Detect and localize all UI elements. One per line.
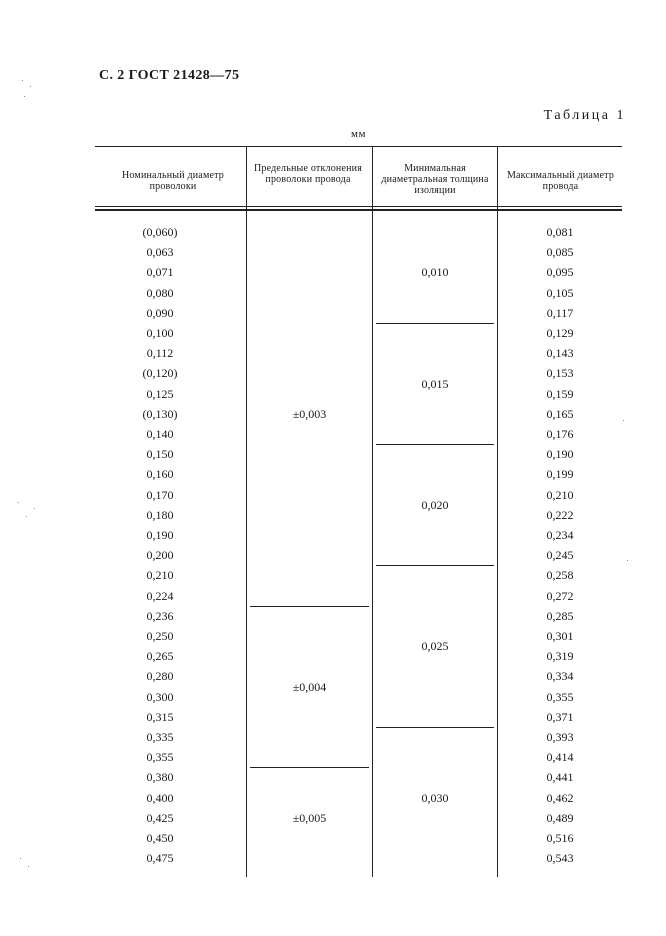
max-diameter-cell: 0,334 <box>546 669 574 684</box>
max-diameter-cell: 0,543 <box>546 851 574 866</box>
nominal-diameter-cell: 0,090 <box>146 305 174 320</box>
max-diameter-cell: 0,095 <box>546 265 574 280</box>
max-diameter-cell: 0,143 <box>546 346 574 361</box>
scan-speck <box>623 420 624 421</box>
max-diameter-cell: 0,258 <box>546 568 574 583</box>
max-diameter-cell: 0,165 <box>546 406 574 421</box>
nominal-diameter-cell: 0,063 <box>146 245 174 260</box>
max-diameter-cell: 0,159 <box>546 386 574 401</box>
nominal-diameter-cell: 0,450 <box>146 831 174 845</box>
nominal-diameter-cell: 0,224 <box>146 588 174 603</box>
nominal-diameter-cell: 0,315 <box>146 709 174 724</box>
max-diameter-cell: 0,393 <box>546 730 574 744</box>
nominal-diameter-cell: (0,130) <box>142 406 178 421</box>
scan-speck <box>22 80 23 81</box>
scan-speck <box>20 858 21 859</box>
tolerance-group-rule <box>250 606 369 607</box>
max-diameter-cell: 0,210 <box>546 487 574 502</box>
nominal-diameter-cell: 0,080 <box>146 285 174 300</box>
insulation-group-rule <box>376 444 494 445</box>
scan-speck <box>30 86 31 87</box>
nominal-diameter-cell: 0,425 <box>146 810 174 825</box>
max-diameter-cell: 0,222 <box>546 507 574 522</box>
insulation-cell: 0,025 <box>421 639 449 654</box>
page-header: С. 2 ГОСТ 21428—75 <box>99 68 240 83</box>
max-diameter-cell: 0,285 <box>546 608 574 623</box>
nominal-diameter-cell: 0,200 <box>146 548 174 563</box>
insulation-group-rule <box>376 727 494 728</box>
max-diameter-cell: 0,190 <box>546 447 574 462</box>
column-header-max-diameter: Максимальный диаметр провода <box>506 170 615 192</box>
nominal-diameter-cell: 0,400 <box>146 790 174 805</box>
max-diameter-cell: 0,272 <box>546 588 574 603</box>
scan-speck <box>18 502 19 503</box>
insulation-cell: 0,030 <box>421 790 449 805</box>
nominal-diameter-cell: 0,250 <box>146 629 174 643</box>
nominal-diameter-cell: 0,190 <box>146 528 174 542</box>
nominal-diameter-cell: (0,120) <box>142 366 178 381</box>
nominal-diameter-cell: 0,180 <box>146 507 174 522</box>
units-label: мм <box>351 128 366 140</box>
nominal-diameter-cell: 0,335 <box>146 730 174 744</box>
insulation-cell: 0,020 <box>421 497 449 512</box>
max-diameter-cell: 0,081 <box>546 225 574 239</box>
nominal-diameter-cell: 0,280 <box>146 669 174 684</box>
max-diameter-cell: 0,234 <box>546 528 574 542</box>
insulation-cell: 0,015 <box>421 376 449 391</box>
nominal-diameter-cell: 0,300 <box>146 689 174 704</box>
nominal-diameter-cell: 0,112 <box>146 346 174 361</box>
header-bottom-rule <box>95 206 622 207</box>
max-diameter-cell: 0,085 <box>546 245 574 260</box>
scan-speck <box>24 96 25 97</box>
tolerance-group-rule <box>250 767 369 768</box>
column-divider-1 <box>246 147 247 877</box>
nominal-diameter-cell: 0,475 <box>146 851 174 866</box>
max-diameter-cell: 0,199 <box>546 467 574 482</box>
nominal-diameter-cell: 0,100 <box>146 326 174 340</box>
max-diameter-cell: 0,355 <box>546 689 574 704</box>
max-diameter-cell: 0,245 <box>546 548 574 563</box>
nominal-diameter-cell: 0,236 <box>146 608 174 623</box>
max-diameter-cell: 0,441 <box>546 770 574 785</box>
insulation-group-rule <box>376 323 494 324</box>
nominal-diameter-cell: 0,150 <box>146 447 174 462</box>
tolerance-cell: ±0,004 <box>292 679 327 694</box>
nominal-diameter-cell: 0,160 <box>146 467 174 482</box>
scan-speck <box>26 516 27 517</box>
nominal-diameter-cell: 0,265 <box>146 649 174 664</box>
table-top-rule <box>95 146 622 147</box>
max-diameter-cell: 0,319 <box>546 649 574 664</box>
header-bottom-rule-double <box>95 209 622 211</box>
nominal-diameter-cell: 0,170 <box>146 487 174 502</box>
max-diameter-cell: 0,462 <box>546 790 574 805</box>
insulation-cell: 0,010 <box>421 265 449 280</box>
nominal-diameter-cell: 0,355 <box>146 750 174 765</box>
nominal-diameter-cell: 0,140 <box>146 427 174 441</box>
scan-speck <box>34 508 35 509</box>
max-diameter-cell: 0,129 <box>546 326 574 340</box>
max-diameter-cell: 0,414 <box>546 750 574 765</box>
tolerance-cell: ±0,005 <box>292 810 327 825</box>
column-header-nominal-diameter: Номинальный диаметр проволоки <box>122 170 224 192</box>
column-header-tolerance: Предельные отклонения проволоки провода <box>254 163 362 185</box>
max-diameter-cell: 0,105 <box>546 285 574 300</box>
max-diameter-cell: 0,489 <box>546 810 574 825</box>
column-header-min-insulation: Минимальная диаметральная толщина изоляции <box>381 163 489 196</box>
nominal-diameter-cell: (0,060) <box>142 225 178 239</box>
scan-speck <box>627 560 628 561</box>
max-diameter-cell: 0,371 <box>546 709 574 724</box>
max-diameter-cell: 0,301 <box>546 629 574 643</box>
insulation-group-rule <box>376 565 494 566</box>
max-diameter-cell: 0,153 <box>546 366 574 381</box>
max-diameter-cell: 0,516 <box>546 831 574 845</box>
nominal-diameter-cell: 0,210 <box>146 568 174 583</box>
max-diameter-cell: 0,176 <box>546 427 574 441</box>
tolerance-cell: ±0,003 <box>292 406 327 421</box>
table-label: Таблица 1 <box>543 108 626 123</box>
nominal-diameter-cell: 0,071 <box>146 265 174 280</box>
scan-speck <box>28 866 29 867</box>
column-divider-3 <box>497 147 498 877</box>
nominal-diameter-cell: 0,125 <box>146 386 174 401</box>
nominal-diameter-cell: 0,380 <box>146 770 174 785</box>
max-diameter-cell: 0,117 <box>546 305 574 320</box>
